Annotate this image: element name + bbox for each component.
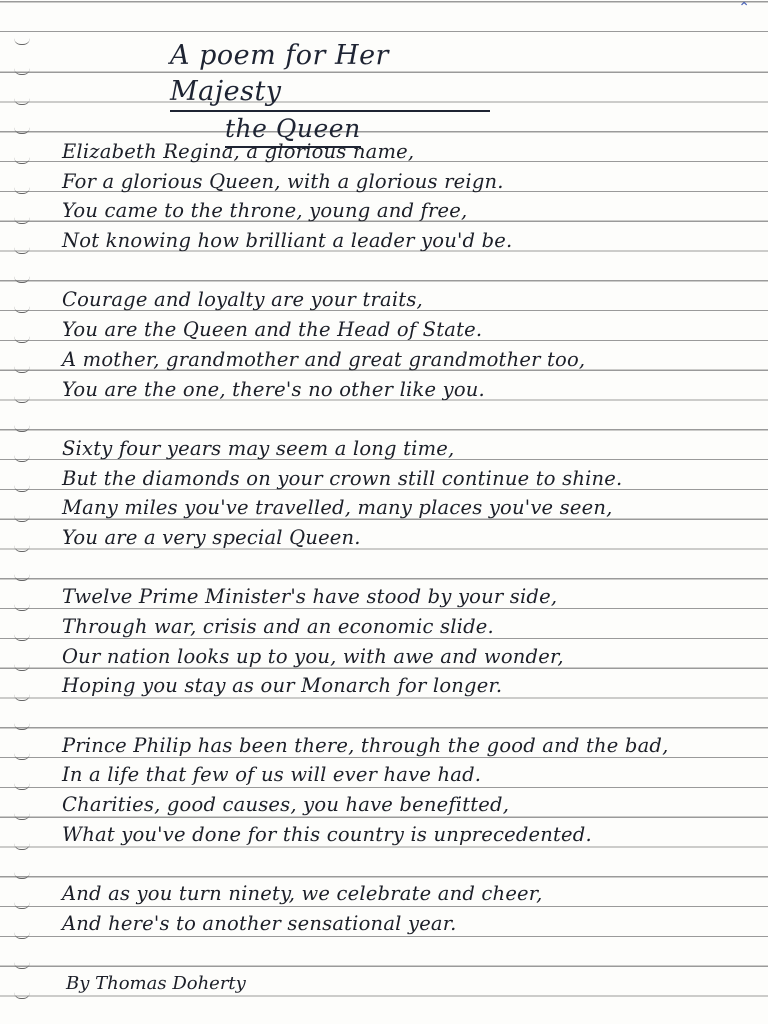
poem-line: Through war, crisis and an economic slide. — [62, 615, 494, 638]
margin-tick — [14, 425, 30, 432]
poem-line: What you've done for this country is unprecedented. — [62, 822, 592, 846]
margin-tick — [14, 396, 30, 403]
margin-tick — [14, 723, 30, 730]
poem-line: And here's to another sensational year. — [62, 911, 457, 935]
margin-tick — [14, 783, 30, 790]
margin-tick — [14, 127, 30, 134]
poem-line: Hoping you stay as our Monarch for longer. — [62, 674, 503, 698]
stanza-gap — [62, 552, 742, 582]
margin-tick — [14, 962, 30, 969]
poem-line: Courage and loyalty are your traits, — [62, 288, 423, 312]
margin-tick — [14, 992, 30, 999]
margin-tick — [14, 574, 30, 581]
poem-line: Not knowing how brilliant a leader you'd be. — [62, 229, 513, 253]
poem-line: Many miles you've travelled, many places you've seen, — [62, 496, 613, 520]
margin-tick — [14, 68, 30, 75]
stanza-1 — [62, 136, 742, 255]
poem-line: And as you turn ninety, we celebrate and cheer, — [62, 882, 543, 906]
margin-ticks — [14, 0, 36, 1024]
title-line-2: the Queen — [225, 112, 361, 148]
poem-line: In a life that few of us will ever have had. — [62, 763, 482, 787]
margin-tick — [14, 932, 30, 939]
margin-tick — [14, 187, 30, 194]
poem-line: But the diamonds on your crown still continue to shine. — [62, 466, 623, 490]
margin-tick — [14, 515, 30, 522]
stanza-gap — [62, 403, 742, 433]
margin-tick — [14, 872, 30, 879]
stanza-6 — [62, 878, 742, 937]
poem-body — [62, 136, 742, 938]
stanza-5 — [62, 730, 742, 849]
margin-tick — [14, 336, 30, 343]
poem-line: For a glorious Queen, with a glorious reign. — [62, 169, 504, 193]
poem-line: Prince Philip has been there, through the good and the bad, — [62, 733, 669, 757]
poem-line: A mother, grandmother and great grandmother too, — [62, 347, 586, 371]
poem-title — [170, 38, 490, 148]
stanza-4 — [62, 581, 742, 700]
stanza-gap — [62, 700, 742, 730]
margin-tick — [14, 694, 30, 701]
margin-tick — [14, 545, 30, 552]
title-line-1: A poem for Her Majesty — [170, 38, 490, 112]
margin-tick — [14, 753, 30, 760]
margin-tick — [14, 157, 30, 164]
poem-line: Twelve Prime Minister's have stood by your side, — [62, 585, 558, 609]
margin-tick — [14, 276, 30, 283]
margin-tick — [14, 604, 30, 611]
margin-tick — [14, 902, 30, 909]
poem-line: Sixty four years may seem a long time, — [62, 436, 455, 460]
stanza-gap — [62, 849, 742, 879]
margin-tick — [14, 366, 30, 373]
poem-line: You came to the throne, young and free, — [62, 199, 468, 223]
poem-line: You are the Queen and the Head of State. — [62, 318, 483, 342]
margin-tick — [14, 98, 30, 105]
margin-tick — [14, 813, 30, 820]
poem-line: You are the one, there's no other like you. — [62, 377, 485, 401]
margin-tick — [14, 306, 30, 313]
poem-line: You are a very special Queen. — [62, 525, 361, 549]
margin-tick — [14, 455, 30, 462]
poem-line: Elizabeth Regina, a glorious name, — [62, 140, 415, 163]
author-signature: By Thomas Doherty — [66, 973, 246, 994]
stanza-2 — [62, 284, 742, 403]
margin-tick — [14, 664, 30, 671]
margin-tick — [14, 247, 30, 254]
margin-tick — [14, 485, 30, 492]
poem-line: Charities, good causes, you have benefitted, — [62, 793, 510, 817]
poem-line: Our nation looks up to you, with awe and wonder, — [62, 644, 564, 668]
margin-tick — [14, 843, 30, 850]
margin-tick — [14, 217, 30, 224]
stanza-gap — [62, 255, 742, 285]
margin-tick — [14, 38, 30, 45]
corner-pen-mark: ⌃ — [738, 0, 750, 16]
stanza-3 — [62, 433, 742, 552]
margin-tick — [14, 634, 30, 641]
